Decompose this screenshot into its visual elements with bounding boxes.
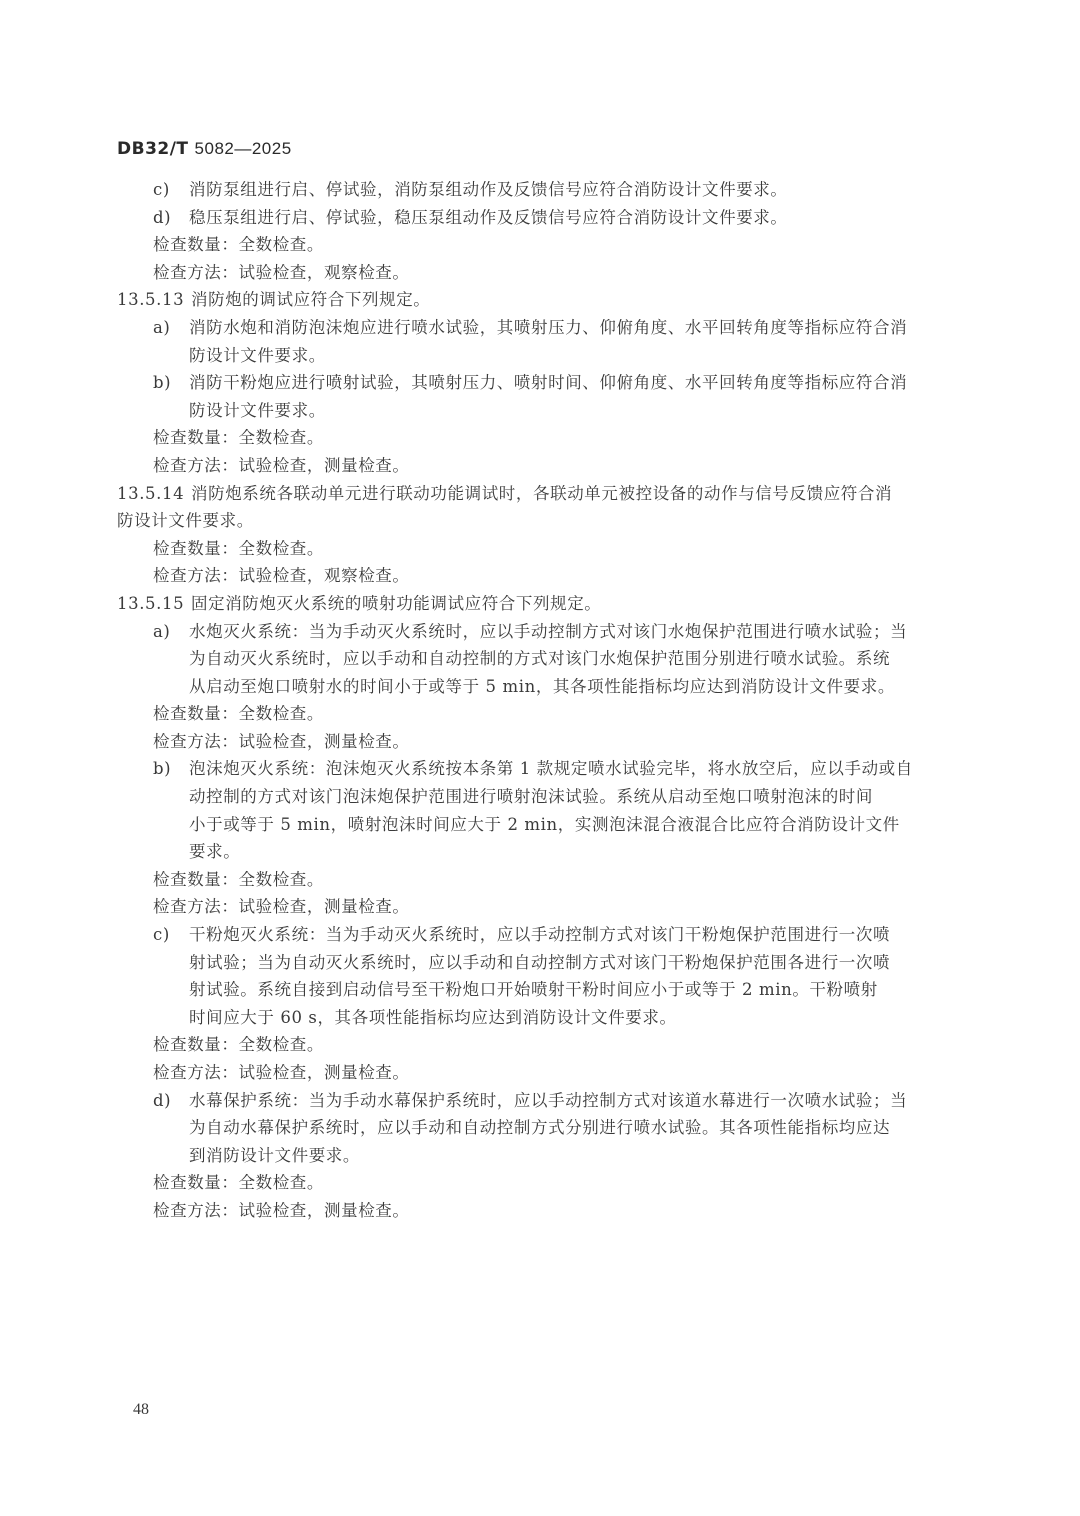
standard-number: 5082—2025: [194, 139, 292, 158]
list-item-d: d) 水幕保护系统：当为手动水幕保护系统时，应以手动控制方式对该道水幕进行一次喷水试验；当: [153, 1090, 908, 1110]
clause-13-5-13: 13.5.13 消防炮的调试应符合下列规定。: [117, 290, 431, 310]
check-method: 检查方法：试验检查，测量检查。: [153, 1063, 410, 1082]
check-quantity: 检查数量：全数检查。: [153, 1035, 324, 1055]
check-quantity: 检查数量：全数检查。: [153, 869, 324, 889]
list-item-b: b) 泡沫炮灭火系统：泡沫炮灭火系统按本条第 1 款规定喷水试验完毕，将水放空后，应以手动或自: [153, 759, 913, 779]
list-item-continuation: 动控制的方式对该门泡沫炮保护范围进行喷射泡沫试验。系统从启动至炮口喷射泡沫的时间: [189, 787, 873, 807]
check-method: 检查方法：试验检查，测量检查。: [153, 455, 410, 475]
list-item-continuation: 防设计文件要求。: [189, 345, 326, 365]
check-quantity: 检查数量：全数检查。: [153, 235, 324, 255]
check-method: 检查方法：试验检查，观察检查。: [153, 566, 410, 586]
clause-continuation: 防设计文件要求。: [117, 511, 254, 531]
check-quantity: 检查数量：全数检查。: [153, 538, 324, 558]
list-item-continuation: 防设计文件要求。: [189, 400, 326, 420]
check-method: 检查方法：试验检查，测量检查。: [153, 1200, 410, 1220]
list-item-b: b) 消防干粉炮应进行喷射试验，其喷射压力、喷射时间、仰俯角度、水平回转角度等指标应符合消: [153, 373, 908, 393]
standard-header: [117, 139, 292, 159]
list-item-c: c) 干粉炮灭火系统：当为手动灭火系统时，应以手动控制方式对该门干粉炮保护范围进行一次喷: [153, 925, 891, 945]
check-method: 检查方法：试验检查，测量检查。: [153, 897, 410, 917]
list-item-continuation: 到消防设计文件要求。: [189, 1145, 360, 1165]
list-item-continuation: 要求。: [189, 842, 241, 862]
check-quantity: 检查数量：全数检查。: [153, 1173, 324, 1193]
check-quantity: 检查数量：全数检查。: [153, 428, 324, 448]
clause-13-5-15: 13.5.15 固定消防炮灭火系统的喷射功能调试应符合下列规定。: [117, 593, 602, 613]
check-quantity: 检查数量：全数检查。: [153, 704, 324, 724]
list-item-a: a) 水炮灭火系统：当为手动灭火系统时，应以手动控制方式对该门水炮保护范围进行喷水试验；当: [153, 621, 908, 641]
clause-13-5-14: 13.5.14 消防炮系统各联动单元进行联动功能调试时，各联动单元被控设备的动作与信号反馈应符合消: [117, 483, 893, 503]
check-method: 检查方法：试验检查，观察检查。: [153, 262, 410, 282]
list-item-d: d) 稳压泵组进行启、停试验，稳压泵组动作及反馈信号应符合消防设计文件要求。: [153, 207, 788, 227]
list-item-a: a) 消防水炮和消防泡沫炮应进行喷水试验，其喷射压力、仰俯角度、水平回转角度等指标应符合消: [153, 317, 908, 337]
list-item-continuation: 从启动至炮口喷射水的时间小于或等于 5 min，其各项性能指标均应达到消防设计文件要求。: [189, 676, 895, 696]
document-body: [117, 176, 942, 1225]
list-item-continuation: 射试验；当为自动灭火系统时，应以手动和自动控制方式对该门干粉炮保护范围各进行一次喷: [189, 952, 891, 972]
page-number: 48: [133, 1401, 149, 1418]
list-item-continuation: 射试验。系统自接到启动信号至干粉炮口开始喷射干粉时间应小于或等于 2 min。干粉喷射: [189, 980, 878, 1000]
list-item-c: c) 消防泵组进行启、停试验，消防泵组动作及反馈信号应符合消防设计文件要求。: [153, 180, 788, 199]
standard-prefix: DB32/T: [117, 139, 189, 159]
list-item-continuation: 时间应大于 60 s，其各项性能指标均应达到消防设计文件要求。: [189, 1007, 677, 1027]
list-item-continuation: 小于或等于 5 min，喷射泡沫时间应大于 2 min，实测泡沫混合液混合比应符合消防设计文件: [189, 814, 900, 834]
list-item-continuation: 为自动水幕保护系统时，应以手动和自动控制方式分别进行喷水试验。其各项性能指标均应达: [189, 1118, 891, 1138]
check-method: 检查方法：试验检查，测量检查。: [153, 731, 410, 751]
list-item-continuation: 为自动灭火系统时，应以手动和自动控制的方式对该门水炮保护范围分别进行喷水试验。系统: [189, 649, 891, 669]
